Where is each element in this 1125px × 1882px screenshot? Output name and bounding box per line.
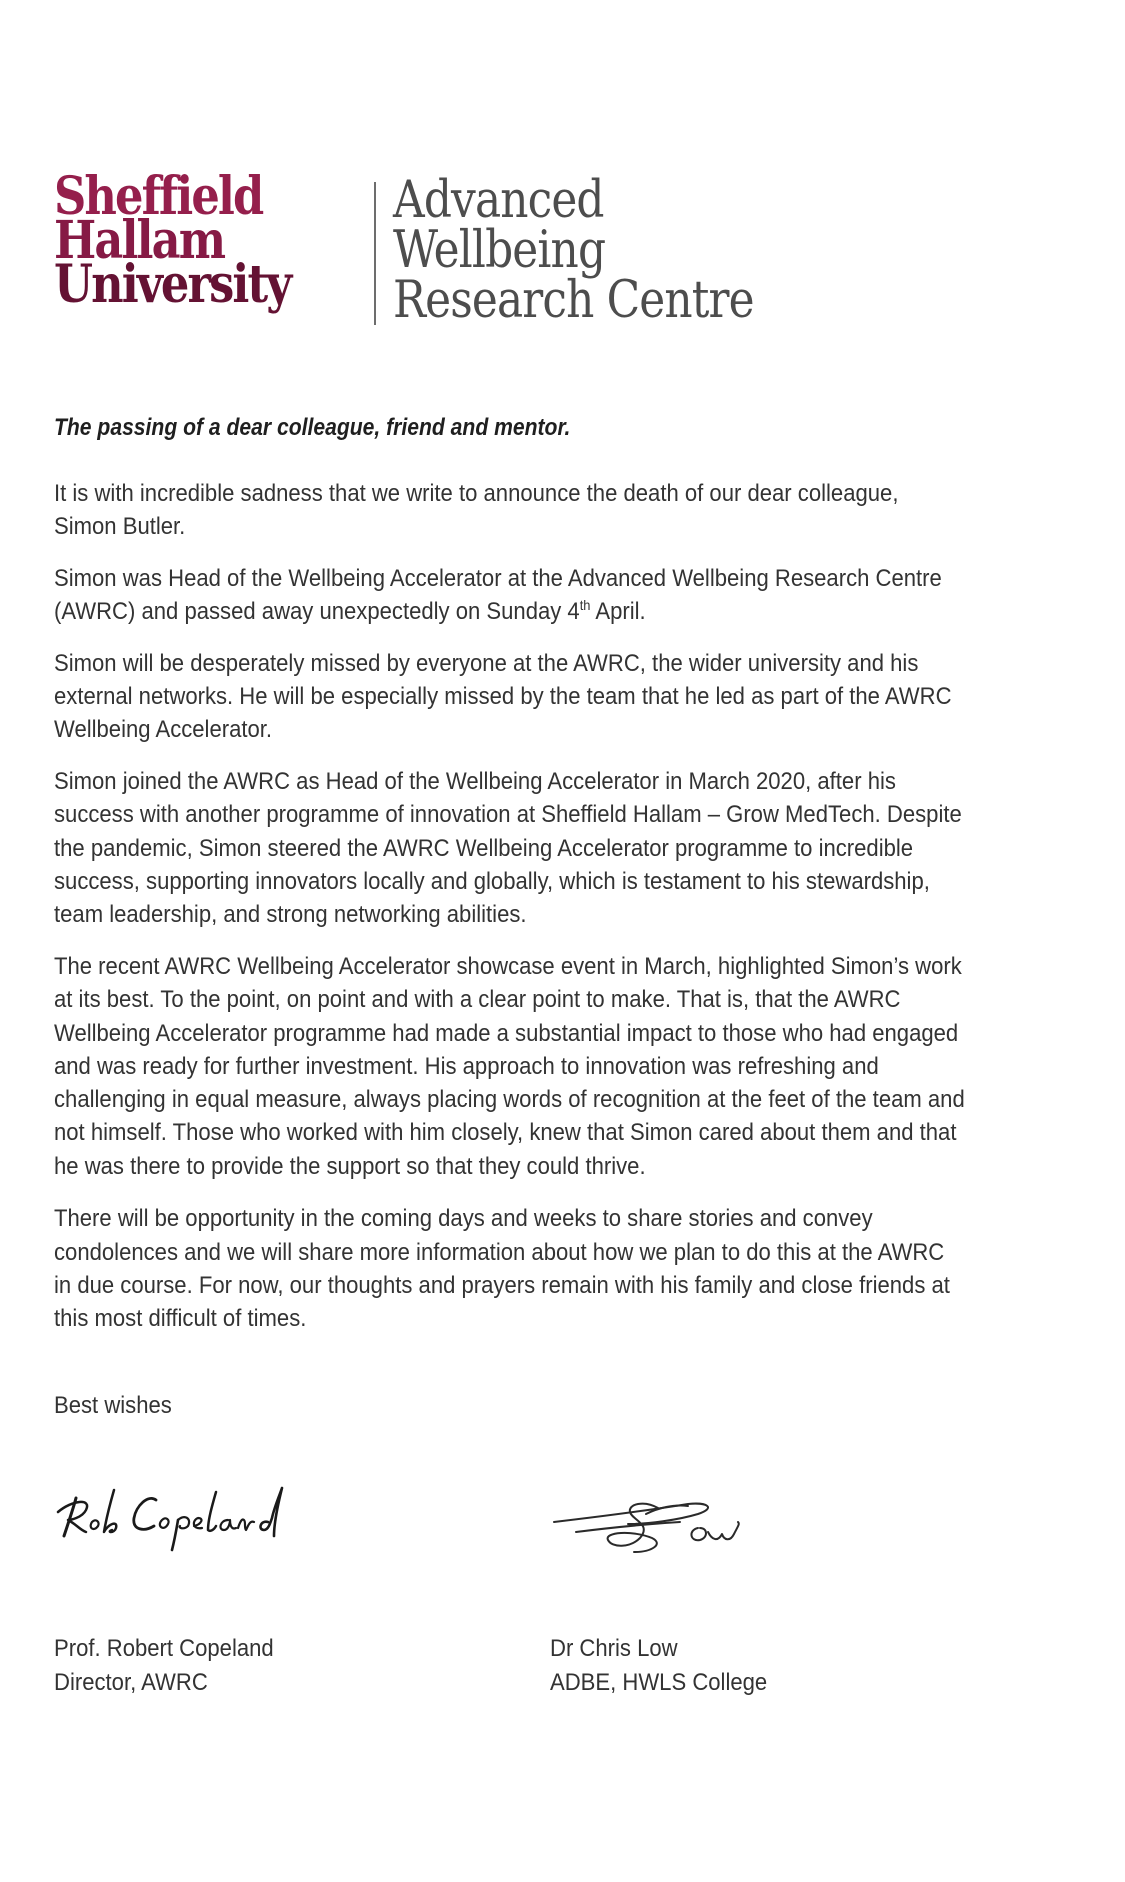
signatory-name: Dr Chris Low	[550, 1635, 678, 1662]
paragraph-line: Simon will be desperately missed by everyone at the AWRC, the wider university and his	[54, 650, 919, 677]
paragraph-line: condolences and we will share more information about how we plan to do this at the AWRC	[54, 1239, 945, 1266]
paragraph-line: Simon joined the AWRC as Head of the Wellbeing Accelerator in March 2020, after his	[54, 768, 896, 795]
paragraph-line: in due course. For now, our thoughts and prayers remain with his family and close friends at	[54, 1272, 950, 1299]
logo-header	[0, 0, 1125, 360]
paragraph-line: Wellbeing Accelerator.	[54, 716, 273, 743]
logo-line-advanced: Advanced	[393, 171, 604, 230]
paragraph-line: external networks. He will be especially missed by the team that he led as part of the AWRC	[54, 683, 952, 710]
ordinal-suffix: th	[579, 597, 591, 613]
paragraph-line: challenging in equal measure, always placing words of recognition at the feet of the team and	[54, 1086, 965, 1113]
sheffield-hallam-university-wordmark	[54, 166, 291, 315]
logo-divider	[374, 182, 376, 325]
paragraph-line: at its best. To the point, on point and with a clear point to make. That is, that the AWRC	[54, 986, 901, 1013]
paragraph-line: team leadership, and strong networking abilities.	[54, 901, 527, 928]
signature-rob-copeland	[52, 1484, 312, 1564]
paragraph-line: the pandemic, Simon steered the AWRC Wellbeing Accelerator programme to incredible	[54, 835, 914, 862]
logo-line-sheffield: Sheffield	[54, 166, 263, 227]
paragraph-line: success with another programme of innovation at Sheffield Hallam – Grow MedTech. Despite	[54, 801, 962, 828]
paragraph-line: There will be opportunity in the coming days and weeks to share stories and convey	[54, 1205, 873, 1232]
paragraph-line: this most difficult of times.	[54, 1305, 307, 1332]
logo-line-university: University	[54, 254, 291, 315]
signature-chris-low	[548, 1494, 768, 1574]
logo-line-hallam: Hallam	[54, 210, 225, 271]
paragraph-line: he was there to provide the support so that they could thrive.	[54, 1153, 646, 1180]
date-text: (AWRC) and passed away unexpectedly on Sunday 4	[54, 598, 580, 625]
paragraph-line: and was ready for further investment. His approach to innovation was refreshing and	[54, 1053, 879, 1080]
logo-line-wellbeing: Wellbeing	[393, 221, 606, 280]
awrc-wordmark	[393, 171, 754, 330]
paragraph-line: Wellbeing Accelerator programme had made a substantial impact to those who had engaged	[54, 1020, 959, 1047]
closing-text: Best wishes	[54, 1392, 172, 1419]
paragraph-line: The recent AWRC Wellbeing Accelerator showcase event in March, highlighted Simon’s work	[54, 953, 962, 980]
signatory-name: Prof. Robert Copeland	[54, 1635, 274, 1662]
paragraph-line: not himself. Those who worked with him closely, knew that Simon cared about them and that	[54, 1119, 957, 1146]
signatory-title: Director, AWRC	[54, 1669, 208, 1696]
paragraph-line: success, supporting innovators locally and globally, which is testament to his stewardship,	[54, 868, 930, 895]
paragraph-line: It is with incredible sadness that we write to announce the death of our dear colleague,	[54, 480, 899, 507]
date-month: April.	[590, 598, 646, 625]
signatory-title: ADBE, HWLS College	[550, 1669, 768, 1696]
logo-line-research-centre: Research Centre	[393, 271, 754, 330]
paragraph-line: Simon was Head of the Wellbeing Accelerator at the Advanced Wellbeing Research Centre	[54, 565, 942, 592]
paragraph-line	[54, 597, 646, 625]
letter-heading: The passing of a dear colleague, friend and mentor.	[54, 414, 571, 441]
paragraph-line: Simon Butler.	[54, 513, 186, 540]
